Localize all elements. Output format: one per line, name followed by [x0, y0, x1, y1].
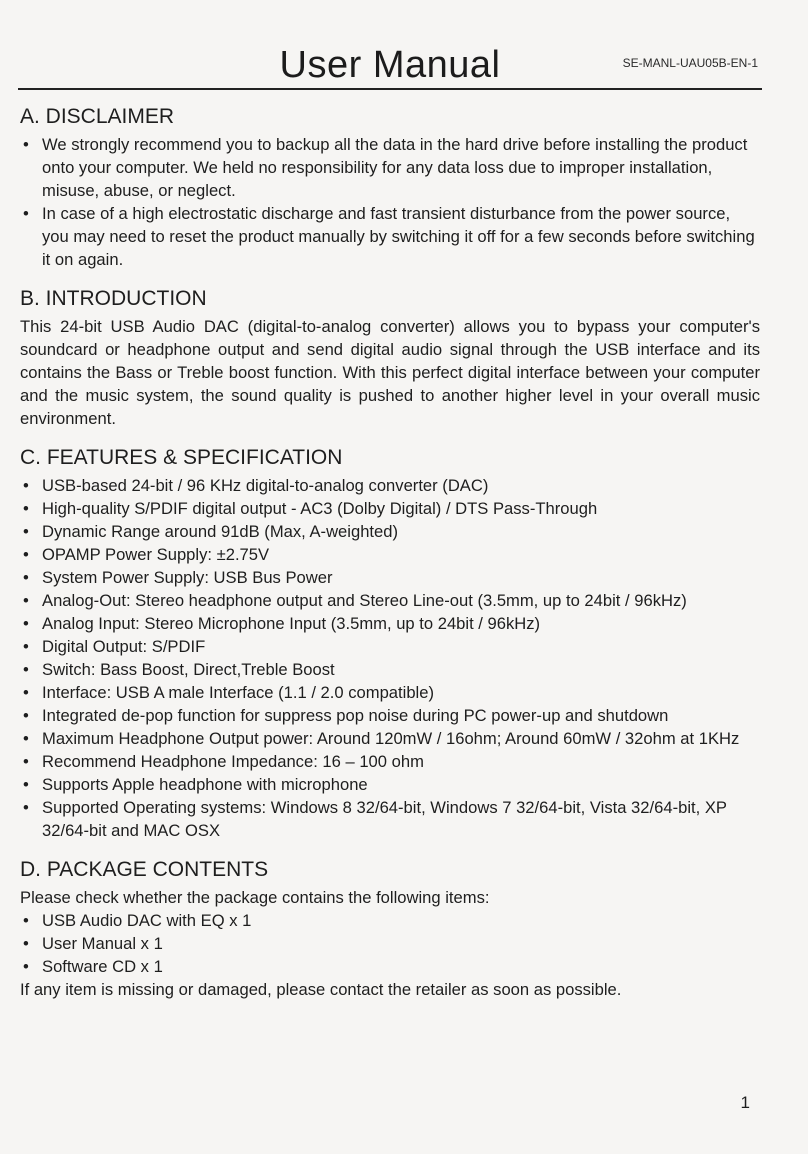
list-item-text: Supported Operating systems: Windows 8 32/64-bit, Windows 7 32/64-bit, Vista 32/64-bit, XP 32/64-bit and MAC OSX: [42, 798, 727, 840]
list-item-text: High-quality S/PDIF digital output - AC3 (Dolby Digital) / DTS Pass-Through: [42, 499, 598, 518]
bullet-icon: •: [23, 637, 29, 656]
bullet-icon: •: [23, 135, 29, 154]
header-divider: [18, 88, 762, 90]
bullet-icon: •: [23, 522, 29, 541]
list-item: [20, 932, 760, 955]
list-item-text: We strongly recommend you to backup all the data in the hard drive before installing the product onto your computer. We held no responsibility for any data loss due to improper installation, misuse, abuse, or neglect.: [42, 135, 748, 200]
list-item-text: Interface: USB A male Interface (1.1 / 2.0 compatible): [42, 683, 434, 702]
list-item: [20, 955, 760, 978]
list-item: [20, 658, 760, 681]
bullet-icon: •: [23, 568, 29, 587]
section-heading: D. PACKAGE CONTENTS: [20, 858, 269, 881]
list-item-text: Dynamic Range around 91dB (Max, A-weighted): [42, 522, 399, 541]
bullet-icon: •: [23, 752, 29, 771]
bullet-icon: •: [23, 706, 29, 725]
bullet-icon: •: [23, 775, 29, 794]
list-item-text: OPAMP Power Supply: ±2.75V: [42, 545, 270, 564]
list-item-text: System Power Supply: USB Bus Power: [42, 568, 333, 587]
list-item-text: In case of a high electrostatic discharge and fast transient disturbance from the power source, you may need to reset the product manually by switching it off for a few seconds before switching it on again.: [42, 204, 755, 269]
section-features: [20, 444, 760, 842]
list-item-text: Integrated de-pop function for suppress pop noise during PC power-up and shutdown: [42, 706, 669, 725]
page-title: User Manual: [279, 44, 501, 86]
bullet-icon: •: [23, 798, 29, 817]
list-item-text: Digital Output: S/PDIF: [42, 637, 206, 656]
bullet-icon: •: [23, 499, 29, 518]
bullet-icon: •: [23, 660, 29, 679]
document-id: SE-MANL-UAU05B-EN-1: [622, 56, 758, 70]
list-item-text: Supports Apple headphone with microphone: [42, 775, 368, 794]
list-item: [20, 133, 760, 202]
manual-content: [20, 103, 760, 1001]
list-item: [20, 635, 760, 658]
list-item-text: Switch: Bass Boost, Direct,Treble Boost: [42, 660, 335, 679]
list-item-text: Maximum Headphone Output power: Around 120mW / 16ohm; Around 60mW / 32ohm at 1KHz: [42, 729, 740, 748]
bullet-icon: •: [23, 204, 29, 223]
list-item: [20, 589, 760, 612]
bullet-icon: •: [23, 934, 29, 953]
package-list: [20, 909, 760, 978]
list-item-text: Software CD x 1: [42, 957, 163, 976]
list-item-text: User Manual x 1: [42, 934, 163, 953]
list-item-text: Analog Input: Stereo Microphone Input (3.5mm, up to 24bit / 96kHz): [42, 614, 541, 633]
bullet-icon: •: [23, 911, 29, 930]
section-package-contents: [20, 856, 760, 1001]
list-item-text: Recommend Headphone Impedance: 16 – 100 ohm: [42, 752, 424, 771]
features-list: [20, 474, 760, 842]
disclaimer-list: [20, 133, 760, 271]
list-item-text: Analog-Out: Stereo headphone output and Stereo Line-out (3.5mm, up to 24bit / 96kHz): [42, 591, 687, 610]
introduction-text: This 24-bit USB Audio DAC (digital-to-analog converter) allows you to bypass your computer's soundcard or headphone output and send digital audio signal through the USB interface and its contains the Bass or Treble boost function. With this perfect digital interface between your computer and the music system, the sound quality is pushed to another higher level in your overall music environment.: [20, 317, 760, 428]
page-header: [18, 40, 762, 90]
section-heading: B. INTRODUCTION: [20, 287, 207, 310]
list-item: [20, 909, 760, 932]
section-heading: C. FEATURES & SPECIFICATION: [20, 446, 343, 469]
package-note: If any item is missing or damaged, please contact the retailer as soon as possible.: [20, 980, 622, 999]
bullet-icon: •: [23, 957, 29, 976]
list-item: [20, 727, 760, 750]
list-item: [20, 202, 760, 271]
list-item: [20, 796, 760, 842]
bullet-icon: •: [23, 476, 29, 495]
list-item: [20, 681, 760, 704]
list-item: [20, 704, 760, 727]
list-item: [20, 497, 760, 520]
bullet-icon: •: [23, 614, 29, 633]
list-item: [20, 543, 760, 566]
list-item-text: USB-based 24-bit / 96 KHz digital-to-analog converter (DAC): [42, 476, 489, 495]
section-heading: A. DISCLAIMER: [20, 105, 175, 128]
list-item: [20, 612, 760, 635]
list-item: [20, 566, 760, 589]
list-item: [20, 750, 760, 773]
list-item: [20, 520, 760, 543]
bullet-icon: •: [23, 683, 29, 702]
bullet-icon: •: [23, 545, 29, 564]
section-disclaimer: [20, 103, 760, 271]
bullet-icon: •: [23, 729, 29, 748]
page-number: 1: [740, 1093, 750, 1112]
bullet-icon: •: [23, 591, 29, 610]
list-item-text: USB Audio DAC with EQ x 1: [42, 911, 252, 930]
section-introduction: [20, 285, 760, 430]
list-item: [20, 474, 760, 497]
package-intro: Please check whether the package contains the following items:: [20, 888, 490, 907]
list-item: [20, 773, 760, 796]
